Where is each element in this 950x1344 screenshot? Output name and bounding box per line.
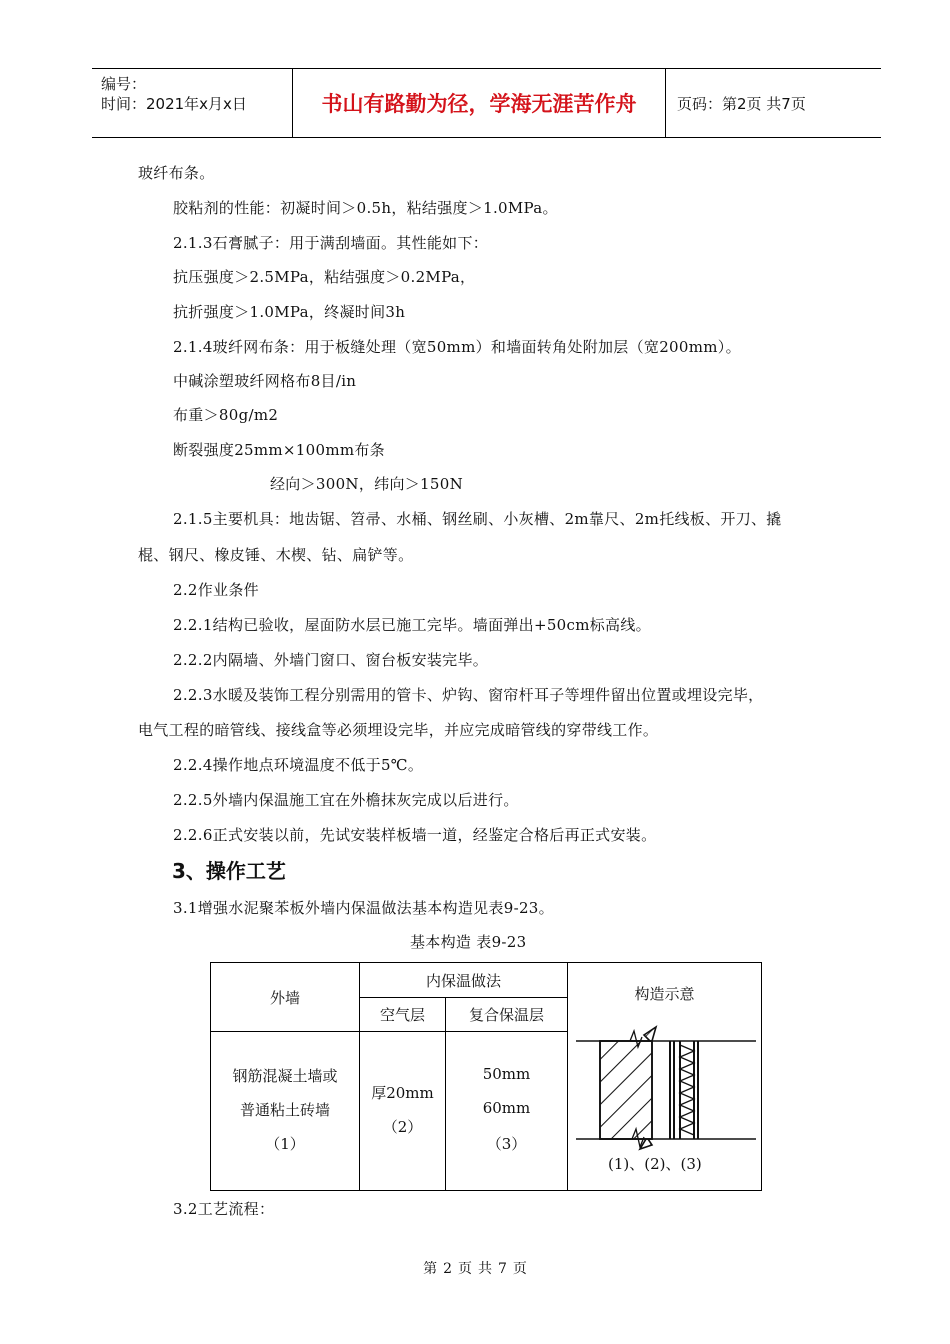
- col-diagram: 构造示意: [634, 984, 695, 1003]
- section-heading: 3、操作工艺: [172, 859, 286, 883]
- footer-di: 第: [423, 1261, 438, 1277]
- text-line: 断裂强度25mm×100mm布条: [173, 441, 385, 459]
- page-footer: [0, 1258, 950, 1278]
- footer-total-pages: 7: [498, 1261, 507, 1277]
- header-motto: 书山有路勤为径，学海无涯苦作舟: [321, 92, 637, 116]
- text-line: 2.1.5主要机具：地齿锯、笤帚、水桶、钢丝刷、小灰槽、2m靠尺、2m托线板、开刀、撬: [173, 510, 782, 528]
- cell-text: 普通粘土砖墙: [239, 1101, 330, 1119]
- col-air-layer: 空气层: [379, 1006, 425, 1024]
- cell-text: 50mm: [482, 1065, 531, 1083]
- text-line: 中碱涂塑玻纤网格布8目/in: [173, 372, 357, 390]
- code-label: 编号：: [101, 75, 147, 93]
- section-title: 2.2作业条件: [173, 581, 259, 599]
- diagram-label: (1)、(2)、(3): [608, 1155, 702, 1173]
- text-line: 抗压强度＞2.5MPa，粘结强度＞0.2MPa，: [173, 268, 476, 286]
- cell-text: （2）: [382, 1118, 423, 1136]
- text-line: 玻纤布条。: [138, 164, 215, 182]
- text-line: 2.2.2内隔墙、外墙门窗口、窗台板安装完毕。: [173, 651, 489, 669]
- text-line: 布重＞80g/m2: [173, 406, 279, 424]
- header-divider: [665, 69, 666, 137]
- table-caption: 基本构造 表9-23: [410, 933, 527, 951]
- text-line: 2.2.5外墙内保温施工宜在外檐抹灰完成以后进行。: [173, 791, 519, 809]
- header-page-info: 页码：第2页 共7页: [677, 94, 806, 113]
- page-header: [92, 68, 881, 138]
- text-line: 2.2.3水暖及装饰工程分别需用的管卡、炉钩、窗帘杆耳子等埋件留出位置或埋设完毕，: [173, 686, 764, 704]
- text-line: 棍、钢尺、橡皮锤、木楔、钻、扁铲等。: [138, 546, 414, 564]
- header-meta: [92, 69, 292, 137]
- footer-ye: 页: [512, 1261, 527, 1277]
- time-label: 时间：2021年x月x日: [101, 95, 247, 113]
- col-inner-method: 内保温做法: [425, 971, 501, 990]
- text-line: 抗折强度＞1.0MPa，终凝时间3h: [173, 303, 406, 321]
- cell-text: （3）: [486, 1135, 527, 1153]
- cell-text: 钢筋混凝土墙或: [232, 1067, 338, 1085]
- text-line: 2.2.6正式安装以前，先试安装样板墙一道，经鉴定合格后再正式安装。: [173, 826, 657, 844]
- text-line: 2.1.3石膏腻子：用于满刮墙面。其性能如下：: [173, 234, 489, 252]
- text-line: 胶粘剂的性能：初凝时间＞0.5h，粘结强度＞1.0MPa。: [173, 199, 558, 217]
- text-line: 经向＞300N，纬向＞150N: [270, 475, 464, 493]
- text-line: 2.2.1结构已验收，屋面防水层已施工完毕。墙面弹出+50cm标高线。: [173, 616, 651, 634]
- cell-text: 厚20mm: [371, 1084, 434, 1102]
- text-line: 2.2.4操作地点环境温度不低于5℃。: [173, 756, 424, 774]
- cell-wall-type: [211, 1032, 359, 1190]
- cell-composite: [446, 1032, 567, 1190]
- text-line: 3.1增强水泥聚苯板外墙内保温做法基本构造见表9-23。: [173, 899, 554, 917]
- wall-structure-diagram: [568, 1023, 762, 1190]
- col-outer-wall: 外墙: [269, 988, 300, 1007]
- footer-gong: 共: [478, 1261, 492, 1277]
- cell-text: 60mm: [482, 1099, 531, 1117]
- structure-table: [210, 962, 762, 1191]
- footer-page-number: 2: [443, 1261, 452, 1277]
- cell-text: （1）: [265, 1135, 305, 1153]
- text-line: 2.1.4玻纤网布条：用于板缝处理（宽50mm）和墙面转角处附加层（宽200mm）。: [173, 338, 741, 356]
- col-composite: 复合保温层: [468, 1006, 544, 1024]
- cell-air-layer: [360, 1032, 445, 1190]
- footer-ye: 页: [458, 1261, 472, 1277]
- text-line: 3.2工艺流程：: [173, 1200, 275, 1218]
- text-line: 电气工程的暗管线、接线盒等必须埋设完毕，并应完成暗管线的穿带线工作。: [138, 721, 659, 739]
